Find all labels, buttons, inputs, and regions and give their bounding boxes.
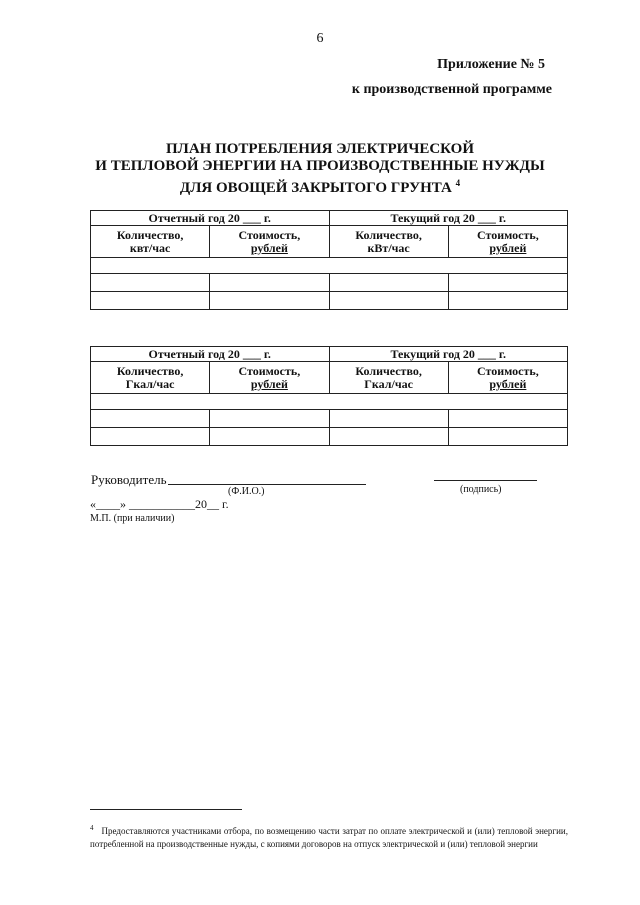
- table-subheader-row: [91, 226, 568, 258]
- cost-current-header: [448, 226, 567, 258]
- empty-cell: [448, 428, 567, 446]
- cost-current-unit: рублей: [489, 240, 527, 255]
- cost-report-label: Стоимость,: [238, 363, 301, 378]
- qty-current-header: [329, 362, 448, 394]
- footnote-text: Предоставляются участниками отбора, по возмещению части затрат по оплате электрической и (или) тепловой энергии, потребленной на производственные нужды, с копиями договоров на отпуск электрической и (или) тепловой энергии: [90, 826, 568, 849]
- empty-cell: [91, 274, 210, 292]
- document-title: [0, 141, 640, 197]
- signature-line: [434, 480, 537, 481]
- empty-cell: [329, 410, 448, 428]
- empty-cell: [210, 292, 329, 310]
- qty-current-label: Количество,: [355, 227, 422, 242]
- title-line-3-text: ДЛЯ ОВОЩЕЙ ЗАКРЫТОГО ГРУНТА: [179, 180, 452, 196]
- empty-cell: [210, 410, 329, 428]
- footnote: [90, 822, 568, 851]
- empty-cell: [329, 274, 448, 292]
- empty-cell: [448, 410, 567, 428]
- cost-report-header: [210, 362, 329, 394]
- empty-cell: [329, 292, 448, 310]
- cost-current-label: Стоимость,: [477, 227, 539, 242]
- head-label: Руководитель: [91, 472, 167, 487]
- table-row: [91, 410, 568, 428]
- cost-report-header: [210, 226, 329, 258]
- empty-cell: [91, 292, 210, 310]
- empty-cell: [210, 428, 329, 446]
- table-row: [91, 258, 568, 274]
- qty-report-header: [91, 362, 210, 394]
- empty-cell: [91, 428, 210, 446]
- heat-table: [90, 346, 568, 446]
- table-row: [91, 274, 568, 292]
- empty-cell: [448, 292, 567, 310]
- empty-cell: [210, 274, 329, 292]
- cost-report-unit: рублей: [250, 376, 288, 391]
- table-subheader-row: [91, 362, 568, 394]
- table-row: [91, 428, 568, 446]
- qty-report-unit: Гкал/час: [125, 376, 175, 391]
- empty-cell: [329, 428, 448, 446]
- annex-subtitle: к производственной программе: [351, 82, 552, 97]
- electricity-table: [90, 210, 568, 310]
- table-header-row: [91, 211, 568, 226]
- cost-report-unit: рублей: [250, 240, 288, 255]
- period-current-cell: Текущий год 20 ___ г.: [329, 211, 568, 226]
- footnote-number: 4: [90, 824, 94, 832]
- qty-current-unit: кВт/час: [367, 240, 410, 255]
- empty-cell: [448, 274, 567, 292]
- cost-current-label: Стоимость,: [477, 363, 539, 378]
- page-number: 6: [316, 31, 324, 46]
- title-line-3: [0, 175, 640, 197]
- qty-report-label: Количество,: [116, 227, 184, 242]
- fio-line: [168, 484, 366, 485]
- empty-cell: [91, 410, 210, 428]
- qty-report-label: Количество,: [116, 363, 184, 378]
- qty-report-unit: квт/час: [129, 240, 171, 255]
- empty-cell: [91, 258, 568, 274]
- title-footnote-ref: 4: [455, 178, 461, 188]
- qty-current-header: [329, 226, 448, 258]
- signature-caption: (подпись): [460, 484, 502, 495]
- qty-report-header: [91, 226, 210, 258]
- period-report-cell: Отчетный год 20 ___ г.: [91, 211, 330, 226]
- table-row: [91, 292, 568, 310]
- stamp-note: М.П. (при наличии): [90, 513, 175, 524]
- cost-current-header: [448, 362, 567, 394]
- cost-report-label: Стоимость,: [238, 227, 301, 242]
- date-line: «____» ___________20__ г.: [90, 497, 229, 511]
- period-current-cell: Текущий год 20 ___ г.: [329, 347, 568, 362]
- cost-current-unit: рублей: [489, 376, 527, 391]
- qty-current-unit: Гкал/час: [364, 376, 413, 391]
- fio-caption: (Ф.И.О.): [228, 486, 265, 497]
- table-header-row: [91, 347, 568, 362]
- period-report-cell: Отчетный год 20 ___ г.: [91, 347, 330, 362]
- annex-title: Приложение № 5: [437, 57, 545, 72]
- title-line-1: ПЛАН ПОТРЕБЛЕНИЯ ЭЛЕКТРИЧЕСКОЙ: [165, 141, 475, 157]
- qty-current-label: Количество,: [355, 363, 422, 378]
- title-line-2: И ТЕПЛОВОЙ ЭНЕРГИИ НА ПРОИЗВОДСТВЕННЫЕ НУЖДЫ: [95, 158, 545, 174]
- footnote-divider: [90, 809, 242, 810]
- empty-cell: [91, 394, 568, 410]
- table-row: [91, 394, 568, 410]
